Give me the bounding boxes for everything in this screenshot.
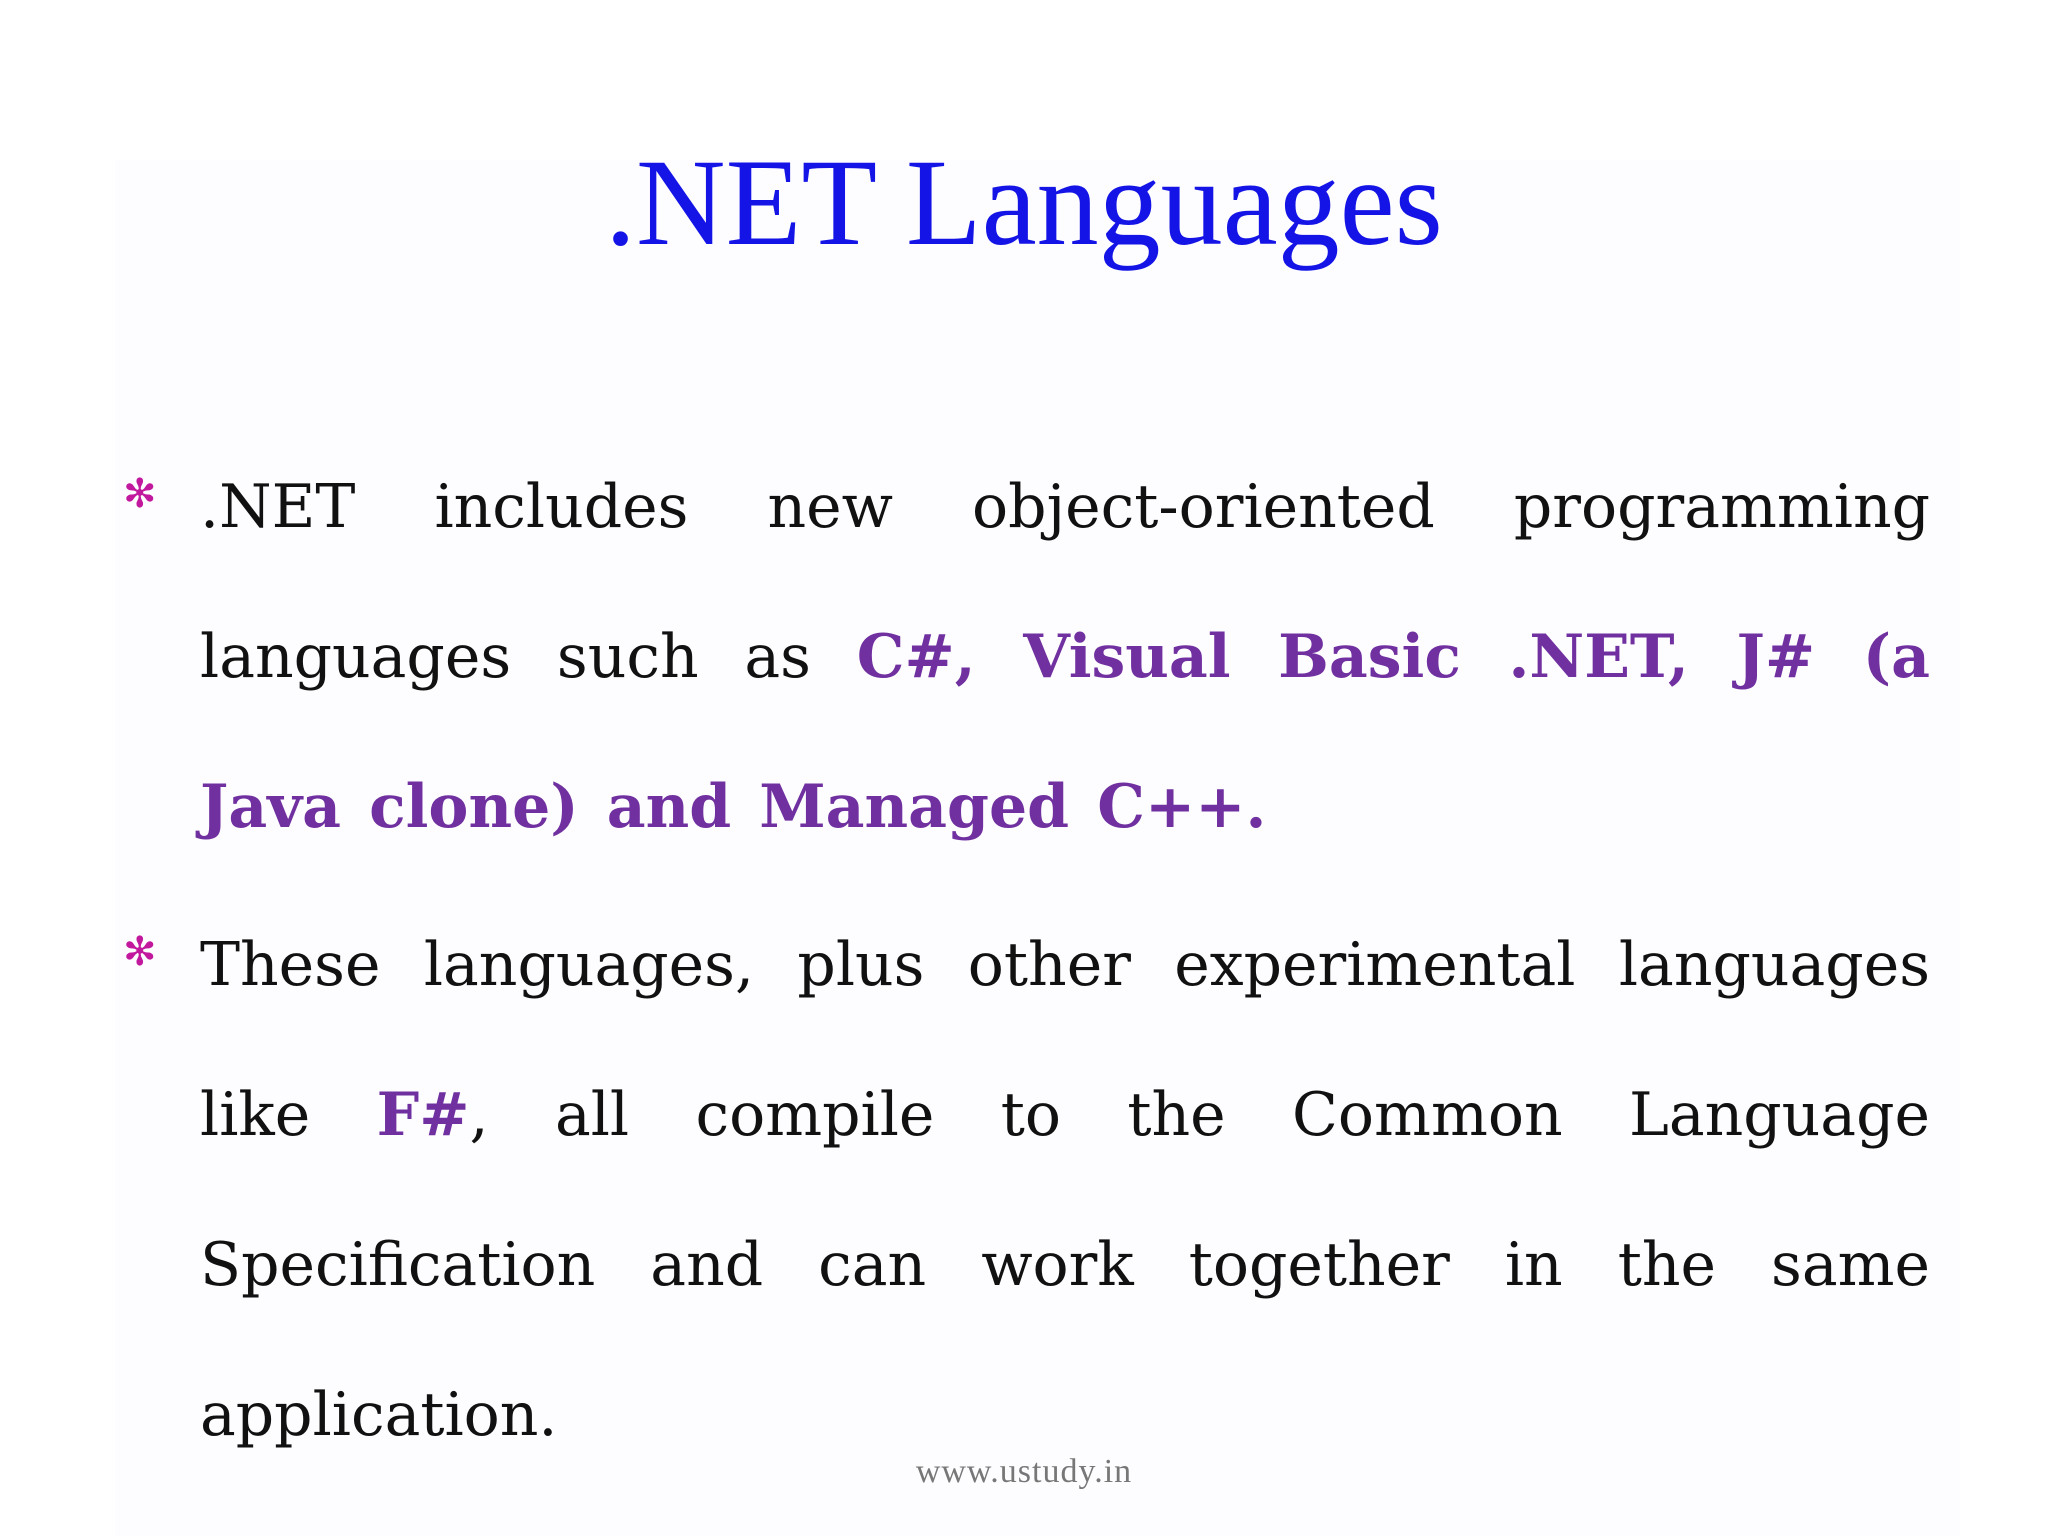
fsharp-highlight: F# bbox=[376, 1080, 470, 1150]
bullet-text-plain: .NET includes new object-oriented programming languages such as bbox=[200, 472, 1930, 692]
bullet-text bbox=[200, 890, 1930, 1490]
bullet-list bbox=[118, 432, 1930, 1498]
footer-url: www.ustudy.in bbox=[915, 1453, 1133, 1490]
asterisk-bullet-icon: ✻ bbox=[123, 471, 157, 517]
slide-title: .NET Languages bbox=[605, 134, 1443, 271]
language-names-highlight: C#, Visual Basic .NET, J# (a Java clone) and Managed C++. bbox=[200, 622, 1930, 842]
bullet-item bbox=[118, 890, 1930, 1490]
bullet-text-plain: These languages, plus other experimental languages like bbox=[200, 930, 1930, 1150]
bullet-item bbox=[118, 432, 1930, 882]
asterisk-bullet-icon: ✻ bbox=[123, 929, 157, 975]
bullet-text-plain: , all compile to the Common Language Specification and can work together in the same application. bbox=[200, 1080, 1930, 1450]
bullet-text bbox=[200, 432, 1930, 882]
